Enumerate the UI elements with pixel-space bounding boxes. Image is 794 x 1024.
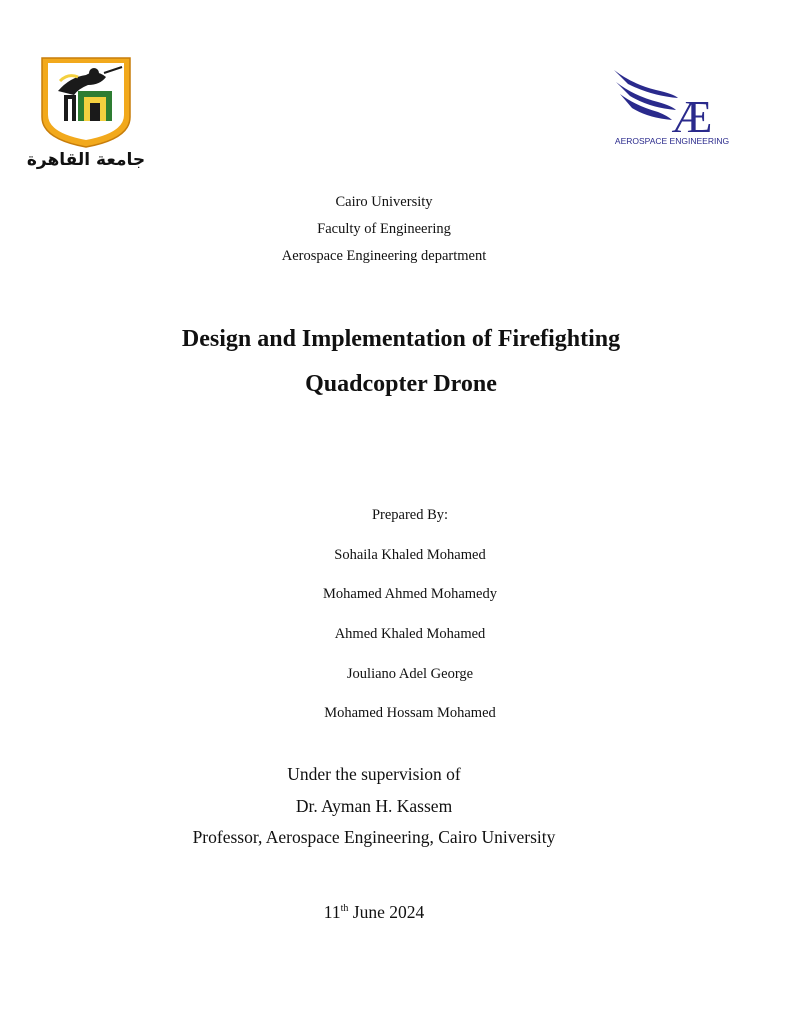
aerospace-engineering-label: AEROSPACE ENGINEERING (614, 136, 730, 146)
supervisor-name: Dr. Ayman H. Kassem (295, 796, 453, 816)
supervision-label: Under the supervision of (287, 764, 461, 784)
author-5: Mohamed Hossam Mohamed (324, 705, 496, 721)
department-name: Aerospace Engineering department (281, 248, 487, 264)
cairo-university-logo (26, 55, 146, 170)
date-month-year: June 2024 (348, 902, 425, 922)
author-3: Ahmed Khaled Mohamed (334, 626, 486, 642)
aerospace-engineering-logo (612, 66, 728, 148)
author-4: Jouliano Adel George (346, 666, 474, 682)
title-line-2: Quadcopter Drone (305, 371, 497, 397)
title-line-1: Design and Implementation of Firefighting (181, 326, 621, 352)
university-name: Cairo University (335, 194, 433, 210)
supervisor-position: Professor, Aerospace Engineering, Cairo University (192, 827, 556, 847)
date-day: 11 (323, 902, 341, 922)
author-1: Sohaila Khaled Mohamed (334, 547, 486, 563)
author-2: Mohamed Ahmed Mohamedy (323, 586, 497, 602)
faculty-name: Faculty of Engineering (317, 221, 451, 237)
submission-date (0, 902, 758, 923)
cairo-university-arabic-text: جامعة القاهرة (26, 150, 146, 170)
prepared-by-label: Prepared By: (371, 507, 449, 523)
date-suffix: th (340, 903, 349, 915)
ae-monogram: Æ (671, 91, 713, 142)
